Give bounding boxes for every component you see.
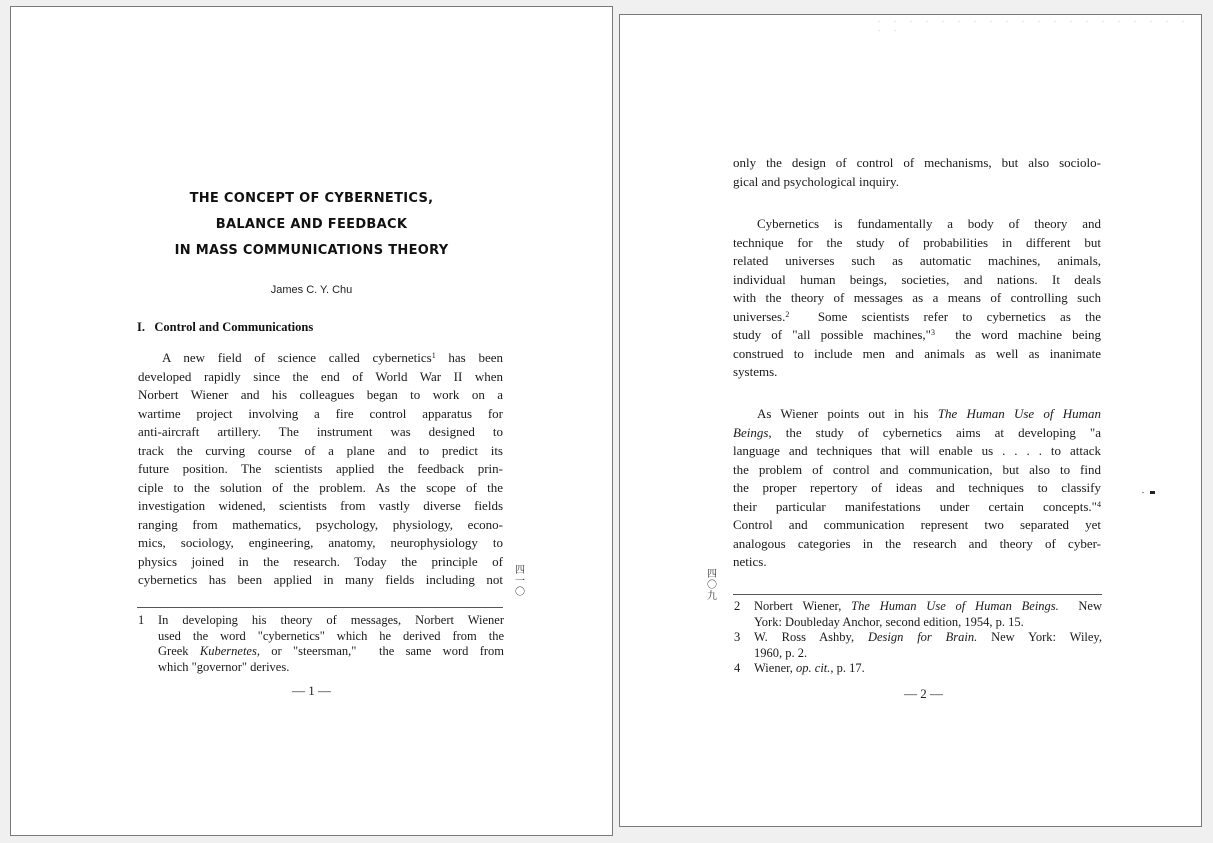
body-line: the proper repertory of ideas and techniques to classify — [733, 480, 1101, 495]
body-paragraph-2 — [733, 215, 1101, 382]
body-line: construed to include men and animals as well as inanimate — [733, 345, 1101, 361]
margin-char: 〇 — [707, 580, 717, 591]
body-line: physics joined in the research. Today the principle of — [138, 553, 503, 569]
book-title-italic: Beings — [733, 424, 769, 440]
footnote-divider — [733, 594, 1102, 595]
body-paragraph-1 — [733, 154, 1101, 191]
footnotes — [138, 613, 504, 675]
body-paragraph — [138, 349, 503, 590]
body-line: future position. The scientists applied the feedback prin- — [138, 461, 503, 476]
margin-char: 〇 — [515, 587, 525, 598]
body-line: with the theory of messages as a means of controlling such — [733, 290, 1101, 305]
footnote-3 — [734, 630, 1102, 661]
margin-char: 四 — [707, 569, 717, 580]
body-line: wartime project involving a fire control apparatus for — [138, 405, 503, 421]
body-line-text: the word machine being — [934, 327, 1102, 342]
footnote-line: which "governor" derives. — [158, 659, 290, 674]
body-line: technique for the study of probabilities in different but — [733, 234, 1101, 250]
title-line-1: THE CONCEPT OF CYBERNETICS, — [189, 191, 434, 206]
body-line: developed rapidly since the end of World War II when — [138, 368, 503, 384]
body-line: ciple to the solution of the problem. As the scope of the — [138, 479, 503, 495]
book-title-italic: The Human Use of Human — [937, 406, 1101, 421]
scan-artifact: . . . . . . . . . . . . . . . . . . . . . . — [878, 15, 1190, 33]
footnote-ref-1[interactable]: 1 — [431, 351, 436, 360]
body-line: Norbert Wiener and his colleagues began to work on a — [138, 387, 503, 402]
footnote-italic: op. cit. — [796, 661, 831, 675]
page-number: — 2 — — [904, 686, 943, 701]
body-line: only the design of control of mechanisms, but also sociolo- — [733, 155, 1101, 170]
body-line: track the curving course of a plane and to predict its — [138, 442, 503, 458]
footnote-number: 3 — [734, 630, 741, 644]
section-heading: I. Control and Communications — [137, 320, 314, 334]
body-line: related universes such as automatic machines, animals, — [733, 253, 1101, 268]
body-line: investigation widened, scientists from vastly diverse fields — [138, 498, 503, 513]
footnote-text: Wiener, — [754, 661, 797, 675]
body-line: gical and psychological inquiry. — [733, 173, 899, 189]
scan-artifact — [1142, 492, 1144, 493]
body-line: cybernetics has been applied in many fields including not — [138, 572, 503, 587]
footnote-number: 1 — [138, 613, 145, 627]
footnote-divider — [137, 607, 503, 608]
body-line-text: , the study of cybernetics aims at developing "a — [768, 424, 1101, 440]
margin-page-label — [514, 565, 526, 598]
footnote-italic: The Human Use of Human Beings. — [851, 599, 1059, 613]
footnote-text: New York: Wiley, — [977, 630, 1102, 644]
body-line — [733, 424, 1101, 443]
body-line: language and techniques that will enable us . . . . to attack — [733, 443, 1101, 458]
footnote-text: New — [1058, 599, 1103, 613]
footnote-ref-4[interactable]: 4 — [1097, 499, 1101, 509]
body-line: Control and communication represent two separated yet — [733, 517, 1101, 532]
body-line-text: study of "all possible machines," — [733, 327, 931, 342]
footnote-italic: Kubernetes, — [199, 644, 260, 658]
footnote-text: W. Ross Ashby, — [754, 630, 868, 644]
body-line — [733, 326, 1101, 345]
title-line-3: IN MASS COMMUNICATIONS THEORY — [174, 243, 449, 258]
footnote-text: Greek — [158, 644, 200, 658]
title-line-2: BALANCE AND FEEDBACK — [215, 217, 408, 232]
body-line: the problem of control and communication, but also to find — [733, 461, 1101, 477]
footnote-4 — [734, 661, 1102, 677]
body-line-text: Some scientists refer to cybernetics as the — [789, 308, 1101, 324]
margin-page-label — [706, 569, 718, 602]
footnote-number: 2 — [734, 599, 741, 613]
footnotes — [734, 599, 1102, 677]
body-line: analogous categories in the research and theory of cyber- — [733, 535, 1101, 551]
body-line: systems. — [733, 364, 778, 379]
document-page-2 — [619, 14, 1202, 827]
footnote-line — [754, 661, 1102, 677]
footnote-ref-2[interactable]: 2 — [785, 309, 790, 319]
footnote-line: York: Doubleday Anchor, second edition, 1954, p. 15. — [754, 614, 1024, 629]
body-line: anti-aircraft artillery. The instrument was designed to — [138, 424, 503, 439]
document-page-1 — [10, 6, 613, 836]
body-paragraph-3 — [733, 405, 1101, 572]
body-line-text: their particular manifestations under certain concepts." — [733, 498, 1097, 514]
body-line-text: A new field of science called cybernetics — [162, 350, 432, 365]
page-number: — 1 — — [292, 683, 331, 698]
footnote-italic: Design for Brain. — [867, 630, 978, 644]
body-line: netics. — [733, 554, 767, 569]
scan-artifact — [1150, 491, 1155, 494]
footnote-line: In developing his theory of messages, Norbert Wiener — [158, 613, 504, 627]
body-line-text: has been — [435, 350, 503, 365]
footnote-line — [754, 630, 1102, 646]
body-line — [733, 498, 1101, 517]
footnote-text: or "steersman," the same word from — [259, 644, 504, 658]
footnote-line: 1960, p. 2. — [754, 645, 808, 660]
footnote-text: , p. 17. — [830, 661, 865, 675]
margin-char: 九 — [707, 591, 717, 602]
footnote-text: Norbert Wiener, — [754, 599, 852, 613]
body-line: mics, sociology, engineering, anatomy, neurophysiology to — [138, 535, 503, 550]
body-line — [138, 349, 503, 368]
body-line: individual human beings, societies, and nations. It deals — [733, 271, 1101, 287]
body-line: Cybernetics is fundamentally a body of theory and — [757, 216, 1101, 231]
margin-char: 一 — [515, 576, 525, 587]
footnote-2 — [734, 599, 1102, 630]
footnote-number: 4 — [734, 661, 741, 675]
footnote-line — [158, 644, 504, 660]
footnote-line: used the word "cybernetics" which he derived from the — [158, 628, 504, 643]
footnote-1 — [138, 613, 504, 675]
margin-char: 四 — [515, 565, 525, 576]
body-line: ranging from mathematics, psychology, physiology, econo- — [138, 516, 503, 532]
footnote-ref-3[interactable]: 3 — [930, 328, 935, 337]
author-name: James C. Y. Chu — [270, 284, 353, 296]
body-line-text: As Wiener points out in his — [757, 406, 938, 421]
footnote-line — [754, 599, 1102, 615]
body-line-text: universes. — [733, 308, 786, 324]
body-line — [733, 308, 1101, 327]
body-line — [733, 405, 1101, 424]
